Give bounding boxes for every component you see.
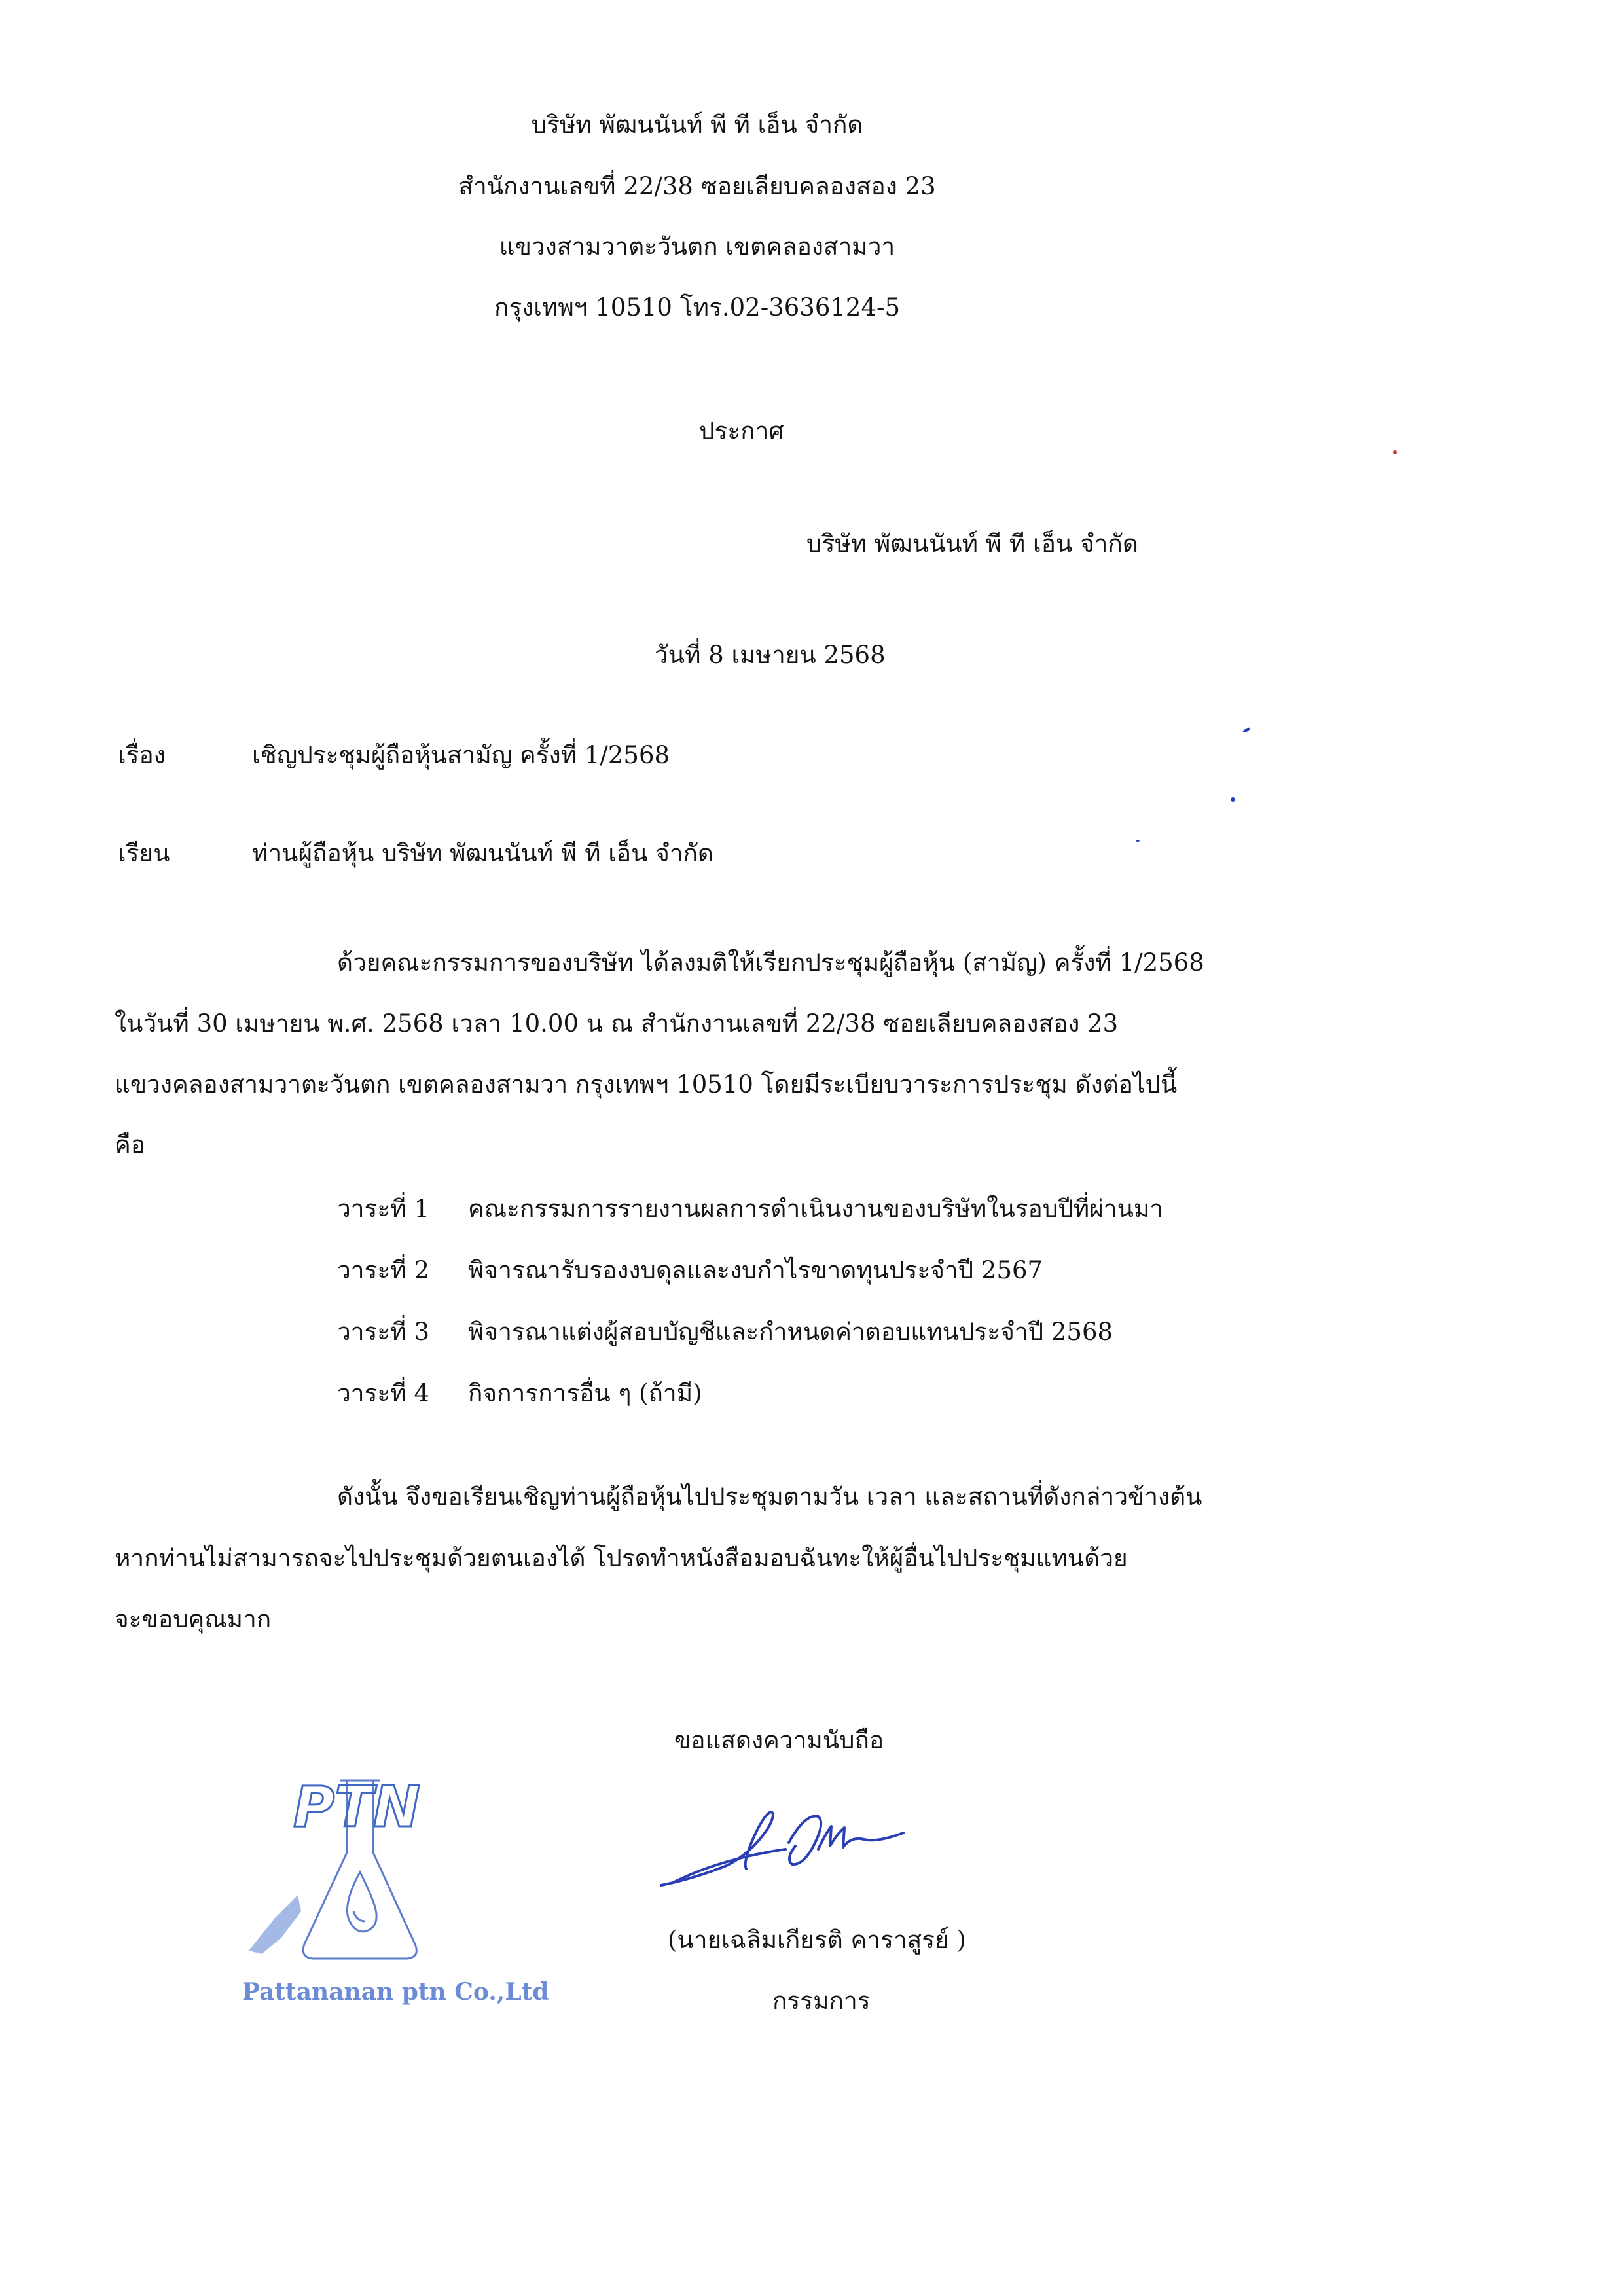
agenda-3-text: พิจารณาแต่งผู้สอบบัญชีและกำหนดค่าตอบแทนประจำปี 2568	[468, 1318, 1113, 1346]
company-stamp	[236, 1754, 602, 2016]
scan-speck	[1393, 450, 1397, 454]
stamp-smudge	[249, 1895, 301, 1954]
address-line-2: แขวงสามวาตะวันตก เขตคลองสามวา	[499, 232, 895, 261]
agenda-2-number: วาระที่ 2	[337, 1256, 429, 1284]
closing-line-2: หากท่านไม่สามารถจะไปประชุมด้วยตนเองได้ โปรดทำหนังสือมอบฉันทะให้ผู้อื่นไปประชุมแทนด้วย	[115, 1544, 1128, 1572]
closing-line-1: ดังนั้น จึงขอเรียนเชิญท่านผู้ถือหุ้นไปประชุมตามวัน เวลา และสถานที่ดังกล่าวข้างต้น	[337, 1483, 1202, 1511]
intro-line-3: แขวงคลองสามวาตะวันตก เขตคลองสามวา กรุงเทพฯ 10510 โดยมีระเบียบวาระการประชุม ดังต่อไปนี้	[115, 1070, 1178, 1098]
scan-speck	[1231, 797, 1235, 802]
scan-speck	[1136, 840, 1140, 842]
agenda-4-number: วาระที่ 4	[337, 1379, 429, 1407]
recipient-value: ท่านผู้ถือหุ้น บริษัท พัฒนนันท์ พี ที เอ็น จำกัด	[252, 839, 714, 867]
intro-line-2: ในวันที่ 30 เมษายน พ.ศ. 2568 เวลา 10.00 น ณ สำนักงานเลขที่ 22/38 ซอยเลียบคลองสอง 23	[115, 1009, 1119, 1038]
company-name: บริษัท พัฒนนันท์ พี ที เอ็น จำกัด	[531, 111, 863, 139]
agenda-1-text: คณะกรรมการรายงานผลการดำเนินงานของบริษัทในรอบปีที่ผ่านมา	[468, 1195, 1164, 1223]
announcement-issuer: บริษัท พัฒนนันท์ พี ที เอ็น จำกัด	[806, 530, 1138, 558]
stamp-company-name: Pattananan ptn Co.,Ltd	[242, 1978, 549, 2006]
oil-drop-icon	[347, 1872, 376, 1932]
agenda-1-number: วาระที่ 1	[337, 1195, 429, 1223]
signature	[655, 1787, 916, 1898]
agenda-4-text: กิจการการอื่น ๆ (ถ้ามี)	[468, 1379, 702, 1407]
intro-line-4: คือ	[115, 1130, 145, 1159]
closing-line-3: จะขอบคุณมาก	[115, 1605, 272, 1633]
address-line-3: กรุงเทพฯ 10510 โทร.02-3636124-5	[494, 293, 901, 321]
agenda-3-number: วาระที่ 3	[337, 1318, 429, 1346]
agenda-2-text: พิจารณารับรองงบดุลและงบกำไรขาดทุนประจำปี 2567	[468, 1256, 1043, 1284]
announcement-date: วันที่ 8 เมษายน 2568	[655, 641, 886, 669]
subject-label: เรื่อง	[118, 741, 166, 769]
scan-speck	[1242, 727, 1251, 733]
signer-position: กรรมการ	[772, 1987, 871, 2015]
regards-text: ขอแสดงความนับถือ	[674, 1726, 884, 1754]
subject-value: เชิญประชุมผู้ถือหุ้นสามัญ ครั้งที่ 1/2568	[252, 741, 670, 769]
signer-name: (นายเฉลิมเกียรติ คาราสูรย์ )	[668, 1926, 966, 1954]
recipient-label: เรียน	[118, 839, 170, 867]
announcement-title: ประกาศ	[699, 417, 784, 445]
intro-line-1: ด้วยคณะกรรมการของบริษัท ได้ลงมติให้เรียกประชุมผู้ถือหุ้น (สามัญ) ครั้งที่ 1/2568	[337, 949, 1204, 977]
stamp-logo-text: PTN	[293, 1775, 420, 1840]
address-line-1: สำนักงานเลขที่ 22/38 ซอยเลียบคลองสอง 23	[458, 172, 936, 200]
